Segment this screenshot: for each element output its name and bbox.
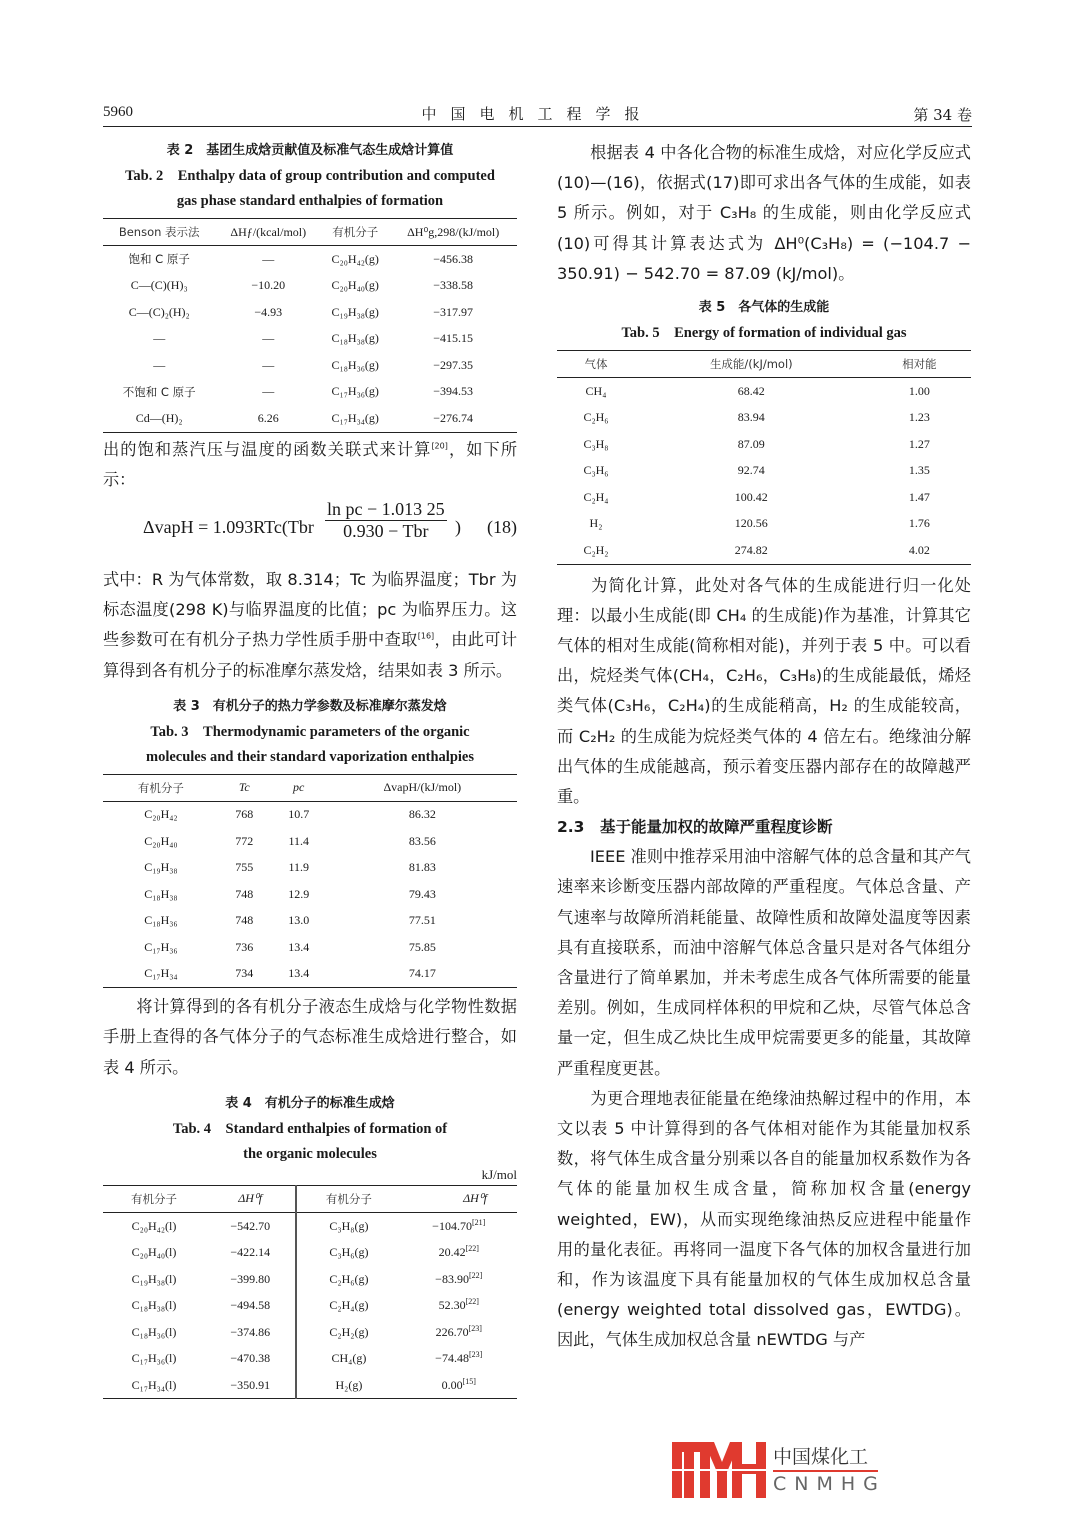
table3-row <box>103 934 517 961</box>
citation: [23] <box>468 1350 483 1360</box>
table2-cell: Cd—(H)₂ <box>135 410 183 425</box>
table4-cell: −470.38 <box>205 1345 296 1372</box>
paragraph-formation-energy: 根据表 4 中各化合物的标准生成焓，对应化学反应式(10)—(16)，依据式(17)即可求出各气体的生成能，如表 5 所示。例如，对于 C₃H₈ 的生成能，则由化学反应式(10)可得其计算表达式为 ΔH⁰(C₃H₈) = (−104.7 − 350.91) − 542.70 = 87.09 (kJ/mol)。 <box>557 143 971 283</box>
table2-row <box>103 273 517 300</box>
table4-cell: 20.42[22] <box>438 1244 479 1260</box>
table2-header: ΔH⁰g,298/(kJ/mol) <box>389 219 517 246</box>
equation-close-paren: ) <box>455 516 461 537</box>
table5-caption <box>557 295 971 346</box>
paragraph-normalization: 为简化计算，此处对各气体的生成能进行归一化处理：以最小生成能(即 CH₄ 的生成能)作为基准，计算其它气体的相对生成能(简称相对能)，并列于表 5 中。可以看出，烷烃类气体(CH₄，C₂H₆，C₃H₈)的生成能最低，烯烃类气体(C₃H₆，C₂H₄)的生成能稍高，H₂ 的生成能较高，而 C₂H₂ 的生成能为烷烃类气体的 4 倍左右。绝缘油分解出气体的生成能越高，预示着变压器内部存在的故障越严重。 <box>557 575 971 806</box>
table5-cell: 1.47 <box>908 489 930 504</box>
equation-fraction <box>325 499 447 542</box>
table2-caption-cn: 表 2 基团生成焓贡献值及标准气态生成焓计算值 <box>166 143 454 158</box>
table2-cell: −338.58 <box>433 278 474 293</box>
table4-unit: kJ/mol <box>481 1166 517 1182</box>
table4-caption-en-2: the organic molecules <box>243 1145 377 1162</box>
watermark-logo <box>670 1440 900 1500</box>
table2-cell: — <box>153 331 166 346</box>
table4-cell: C₃H₈(g) <box>329 1218 369 1233</box>
watermark-name-en: CNMHG <box>773 1473 886 1495</box>
table3-cell: 748 <box>235 913 254 928</box>
table2-header-row <box>103 219 517 246</box>
table2-cell: — <box>153 357 166 372</box>
table3-cell: 13.4 <box>288 966 310 981</box>
table3-cell: C₁₈H₃₆ <box>144 913 178 928</box>
table2-cell: C₁₇H₃₄(g) <box>331 410 379 425</box>
table5-caption-cn: 表 5 各气体的生成能 <box>698 300 830 316</box>
table4-cell: C₁₇H₃₆(l) <box>131 1351 177 1366</box>
table3-cell: 13.4 <box>288 939 310 954</box>
table4-row <box>103 1372 517 1399</box>
paragraph-saturation: 出的饱和蒸汽压与温度的函数关联式来计算[20]，如下所示： <box>103 439 518 489</box>
table3-cell: 81.83 <box>408 860 436 875</box>
table2-cell: — <box>262 251 275 266</box>
watermark-name-cn: 中国煤化工 <box>773 1446 869 1468</box>
table4-cell: H₂(g) <box>335 1377 363 1392</box>
table5-cell: H₂ <box>589 516 603 531</box>
table5-cell: CH₄ <box>585 383 607 398</box>
table2-cell: C₂₀H₄₀(g) <box>331 278 379 293</box>
table4-header: ΔH⁰f <box>205 1185 296 1212</box>
table3-cell: 13.0 <box>288 913 310 928</box>
citation: [15] <box>462 1376 476 1386</box>
table2-row <box>103 352 517 379</box>
table5-row <box>557 405 971 432</box>
citation: [22] <box>468 1270 483 1280</box>
table3-cell: C₁₇H₃₄ <box>144 966 178 981</box>
table3-cell: 734 <box>235 966 254 981</box>
table3-header: Tc <box>219 774 270 801</box>
table5-row <box>557 537 971 564</box>
table4-cell: C₁₈H₃₈(l) <box>131 1298 177 1313</box>
section-heading-2-3: 2.3 基于能量加权的故障严重程度诊断 <box>557 818 833 837</box>
table5-row <box>557 511 971 538</box>
table2-cell: C₁₈H₃₈(g) <box>331 331 379 346</box>
table4-header: 有机分子 <box>103 1185 205 1212</box>
table5-cell: C₂H₆ <box>583 410 609 425</box>
equation-18 <box>103 495 517 565</box>
table2-cell: −276.74 <box>433 410 474 425</box>
table5-cell: 1.00 <box>908 383 930 398</box>
table5-row <box>557 431 971 458</box>
table2-cell: −456.38 <box>433 251 474 266</box>
equation-numerator: ln pc − 1.013 25 <box>327 498 445 519</box>
table3-cell: C₂₀H₄₂ <box>144 807 178 822</box>
table4-cell: −399.80 <box>205 1266 296 1293</box>
table4-cell: C₂₀H₄₀(l) <box>131 1245 177 1260</box>
equation-number: (18) <box>487 516 517 537</box>
table5-row <box>557 378 971 405</box>
table3-cell: 748 <box>235 886 254 901</box>
table4-cell: −83.90[22] <box>435 1270 483 1286</box>
table3-row <box>103 961 517 988</box>
table2-row <box>103 326 517 353</box>
watermark-divider <box>773 1470 878 1472</box>
table3-cell: 12.9 <box>288 886 310 901</box>
citation: [23] <box>468 1323 482 1333</box>
table2-cell: C₁₈H₃₆(g) <box>331 357 379 372</box>
table4-cell: C₁₉H₃₈(l) <box>131 1271 177 1286</box>
table5-row <box>557 484 971 511</box>
volume-label: 第 34 卷 <box>913 106 972 124</box>
table2-header: Benson 表示法 <box>103 219 215 246</box>
table2-cell: −415.15 <box>433 331 474 346</box>
table3-caption-cn: 表 3 有机分子的热力学参数及标准摩尔蒸发焓 <box>173 698 447 714</box>
table4-row <box>103 1319 517 1346</box>
table5-header: 相对能 <box>868 351 971 378</box>
table3-cell: 768 <box>235 807 254 822</box>
table3-cell: 11.4 <box>288 833 309 848</box>
table5-cell: 4.02 <box>908 542 930 557</box>
table4 <box>103 1185 517 1400</box>
table4-cell: CH₄(g) <box>331 1351 367 1366</box>
table2-cell: C—(C)(H)₃ <box>130 278 188 293</box>
table4-cell: −494.58 <box>205 1292 296 1319</box>
table3-header: ΔvapH/(kJ/mol) <box>328 774 517 801</box>
table3-caption-en-1: Tab. 3 Thermodynamic parameters of the organic <box>150 723 470 740</box>
table3-row <box>103 828 517 855</box>
table3-cell: C₁₇H₃₆ <box>144 939 178 954</box>
table4-cell: −350.91 <box>205 1372 296 1399</box>
table3-row <box>103 801 517 828</box>
table3-cell: 77.51 <box>408 913 436 928</box>
table5-header: 气体 <box>557 351 635 378</box>
table2-cell: −317.97 <box>433 304 474 319</box>
table5-cell: 83.94 <box>737 410 765 425</box>
table2-cell: C₁₉H₃₈(g) <box>331 304 379 319</box>
table2-cell: 不饱和 C 原子 <box>122 384 196 399</box>
table2-cell: −10.20 <box>251 278 286 293</box>
table2-cell: C—(C)₂(H)₂ <box>128 304 190 319</box>
table5-header-row <box>557 351 971 378</box>
table3-row <box>103 881 517 908</box>
citation: [20] <box>431 441 448 451</box>
table3-cell: 11.9 <box>288 860 309 875</box>
table3-row <box>103 908 517 935</box>
table5-caption-en: Tab. 5 Energy of formation of individual gas <box>621 325 907 342</box>
table4-cell: −74.48[23] <box>435 1350 483 1366</box>
table4-cell: C₂₀H₄₂(l) <box>131 1218 177 1233</box>
table4-cell: C₂H₄(g) <box>329 1298 369 1313</box>
left-column <box>103 138 517 1399</box>
table4-cell: −422.14 <box>205 1239 296 1266</box>
table3-header: 有机分子 <box>103 774 219 801</box>
table4-cell: C₃H₆(g) <box>329 1245 369 1260</box>
table4-cell: −374.86 <box>205 1319 296 1346</box>
table2 <box>103 218 517 433</box>
table2-row <box>103 299 517 326</box>
table3 <box>103 774 517 989</box>
table2-cell: C₂₀H₄₂(g) <box>331 251 379 266</box>
table4-cell: 52.30[22] <box>438 1297 479 1313</box>
table3-header-row <box>103 774 517 801</box>
table3-cell: 86.32 <box>408 807 436 822</box>
table4-cell: C₂H₂(g) <box>329 1324 369 1339</box>
table4-cell: −104.70[21] <box>432 1217 486 1233</box>
table4-row <box>103 1345 517 1372</box>
table3-cell: 755 <box>235 860 254 875</box>
table4-caption-en-1: Tab. 4 Standard enthalpies of formation of <box>172 1120 448 1137</box>
table4-header: ΔH⁰f <box>400 1185 517 1212</box>
citation: [22] <box>465 1297 479 1307</box>
table4-row <box>103 1239 517 1266</box>
table2-cell: — <box>262 384 275 399</box>
table5-cell: 68.42 <box>737 383 765 398</box>
table2-row <box>103 405 517 432</box>
table4-header-row <box>103 1185 517 1212</box>
table5-cell: 120.56 <box>734 516 768 531</box>
table3-caption <box>103 694 517 770</box>
table2-row <box>103 379 517 406</box>
table4-row <box>103 1292 517 1319</box>
table5-cell: 1.23 <box>908 410 930 425</box>
table3-header: pc <box>270 774 328 801</box>
table3-cell: 83.56 <box>408 833 436 848</box>
citation: [22] <box>465 1244 479 1254</box>
table4-cell: C₁₇H₃₄(l) <box>131 1377 177 1392</box>
table2-cell: −4.93 <box>254 304 283 319</box>
page-header <box>103 102 972 127</box>
table2-caption-en-2: gas phase standard enthalpies of formation <box>176 193 444 209</box>
equation-denominator: 0.930 − Tbr <box>343 520 429 541</box>
table2-cell: C₁₇H₃₆(g) <box>331 384 379 399</box>
table4-row <box>103 1266 517 1293</box>
table5-cell: C₂H₂ <box>583 542 609 557</box>
table2-caption <box>103 138 517 214</box>
table4-cell: 226.70[23] <box>435 1323 482 1339</box>
table2-cell: — <box>262 357 275 372</box>
table5-cell: C₃H₆ <box>583 463 609 478</box>
table5-header: 生成能/(kJ/mol) <box>635 351 868 378</box>
table5-cell: 87.09 <box>737 436 765 451</box>
table2-cell: −297.35 <box>433 357 474 372</box>
page-number: 5960 <box>103 104 133 120</box>
table3-cell: 772 <box>235 833 254 848</box>
table4-caption <box>103 1091 517 1183</box>
table3-cell: 74.17 <box>408 966 436 981</box>
table3-cell: 79.43 <box>408 886 436 901</box>
paragraph-integration: 将计算得到的各有机分子液态生成焓与化学物性数据手册上查得的各气体分子的气态标准生成焓进行整合，如表 4 所示。 <box>103 997 517 1077</box>
table5-cell: 100.42 <box>734 489 768 504</box>
table3-cell: 736 <box>235 939 254 954</box>
table5 <box>557 350 971 565</box>
citation: [16] <box>417 631 435 641</box>
table3-row <box>103 855 517 882</box>
table5-cell: 274.82 <box>734 542 768 557</box>
paragraph-ewtdg: 为更合理地表征能量在绝缘油热解过程中的作用，本文以表 5 中计算得到的各气体相对能作为其能量加权系数，将气体生成含量分别乘以各自的能量加权系数作为各气体的能量加权生成含量，简称加权含量(energy weighted，EW)，从而实现绝缘油热反应进程中能量作用的量化表征。再将同一温度下各气体的加权含量进行加和，作为该温度下具有能量加权的气体生成加权总含量(energy weighted total dissolved gas，EWTDG)。因此，气体生成加权总含量 nEWTDG 与产 <box>557 1088 971 1350</box>
table5-row <box>557 458 971 485</box>
cnmhg-logo-icon <box>670 1440 768 1500</box>
equation-lhs: ΔvapH = 1.093RTc(Tbr <box>143 516 314 537</box>
table3-cell: C₁₉H₃₈ <box>144 860 178 875</box>
journal-title: 中国电机工程学报 <box>421 105 654 123</box>
table5-cell: 1.35 <box>908 463 930 478</box>
table2-cell: — <box>262 331 275 346</box>
citation: [21] <box>471 1217 486 1227</box>
table5-cell: 1.27 <box>908 436 930 451</box>
table3-cell: C₁₈H₃₈ <box>144 886 178 901</box>
table2-caption-en-1: Tab. 2 Enthalpy data of group contribution and computed <box>125 168 495 184</box>
table5-cell: 92.74 <box>737 463 765 478</box>
table3-cell: 75.85 <box>408 939 436 954</box>
paragraph-parameters: 式中：R 为气体常数，取 8.314；Tc 为临界温度；Tbr 为标态温度(298 K)与临界温度的比值；pc 为临界压力。这些参数可在有机分子热力学性质手册中查取[16]，由此可计算得到各有机分子的标准摩尔蒸发焓，结果如表 3 所示。 <box>103 569 518 680</box>
right-column <box>557 138 971 1356</box>
table2-cell: −394.53 <box>433 384 474 399</box>
paragraph-ieee: IEEE 准则中推荐采用油中溶解气体的总含量和其产气速率来诊断变压器内部故障的严重程度。气体总含量、产气速率与故障所消耗能量、故障性质和故障处温度等因素具有直接联系，而油中溶解气体总含量只是对各气体组分含量进行了简单累加，并未考虑生成各气体所需要的能量差别。例如，生成同样体积的甲烷和乙炔，尽管气体总含量一定，但生成乙炔比生成甲烷需要更多的能量，其故障严重程度更甚。 <box>557 847 971 1078</box>
table2-header: 有机分子 <box>321 219 389 246</box>
table4-cell: −542.70 <box>205 1212 296 1239</box>
table3-caption-en-2: molecules and their standard vaporization enthalpies <box>145 748 474 765</box>
table5-cell: 1.76 <box>908 516 930 531</box>
table2-cell: 6.26 <box>257 410 279 425</box>
table5-cell: C₂H₄ <box>583 489 609 504</box>
table4-header: 有机分子 <box>296 1185 400 1212</box>
table2-row <box>103 246 517 273</box>
table3-cell: 10.7 <box>288 807 310 822</box>
table5-cell: C₃H₈ <box>583 436 609 451</box>
table2-cell: 饱和 C 原子 <box>128 252 190 267</box>
table4-cell: C₂H₆(g) <box>329 1271 369 1286</box>
table4-caption-cn: 表 4 有机分子的标准生成焓 <box>225 1095 395 1111</box>
table4-cell: 0.00[15] <box>441 1376 476 1392</box>
table2-header: ΔHƒ/(kcal/mol) <box>215 219 321 246</box>
table3-cell: C₂₀H₄₀ <box>144 833 178 848</box>
table4-row <box>103 1212 517 1239</box>
table4-cell: C₁₈H₃₆(l) <box>131 1324 177 1339</box>
